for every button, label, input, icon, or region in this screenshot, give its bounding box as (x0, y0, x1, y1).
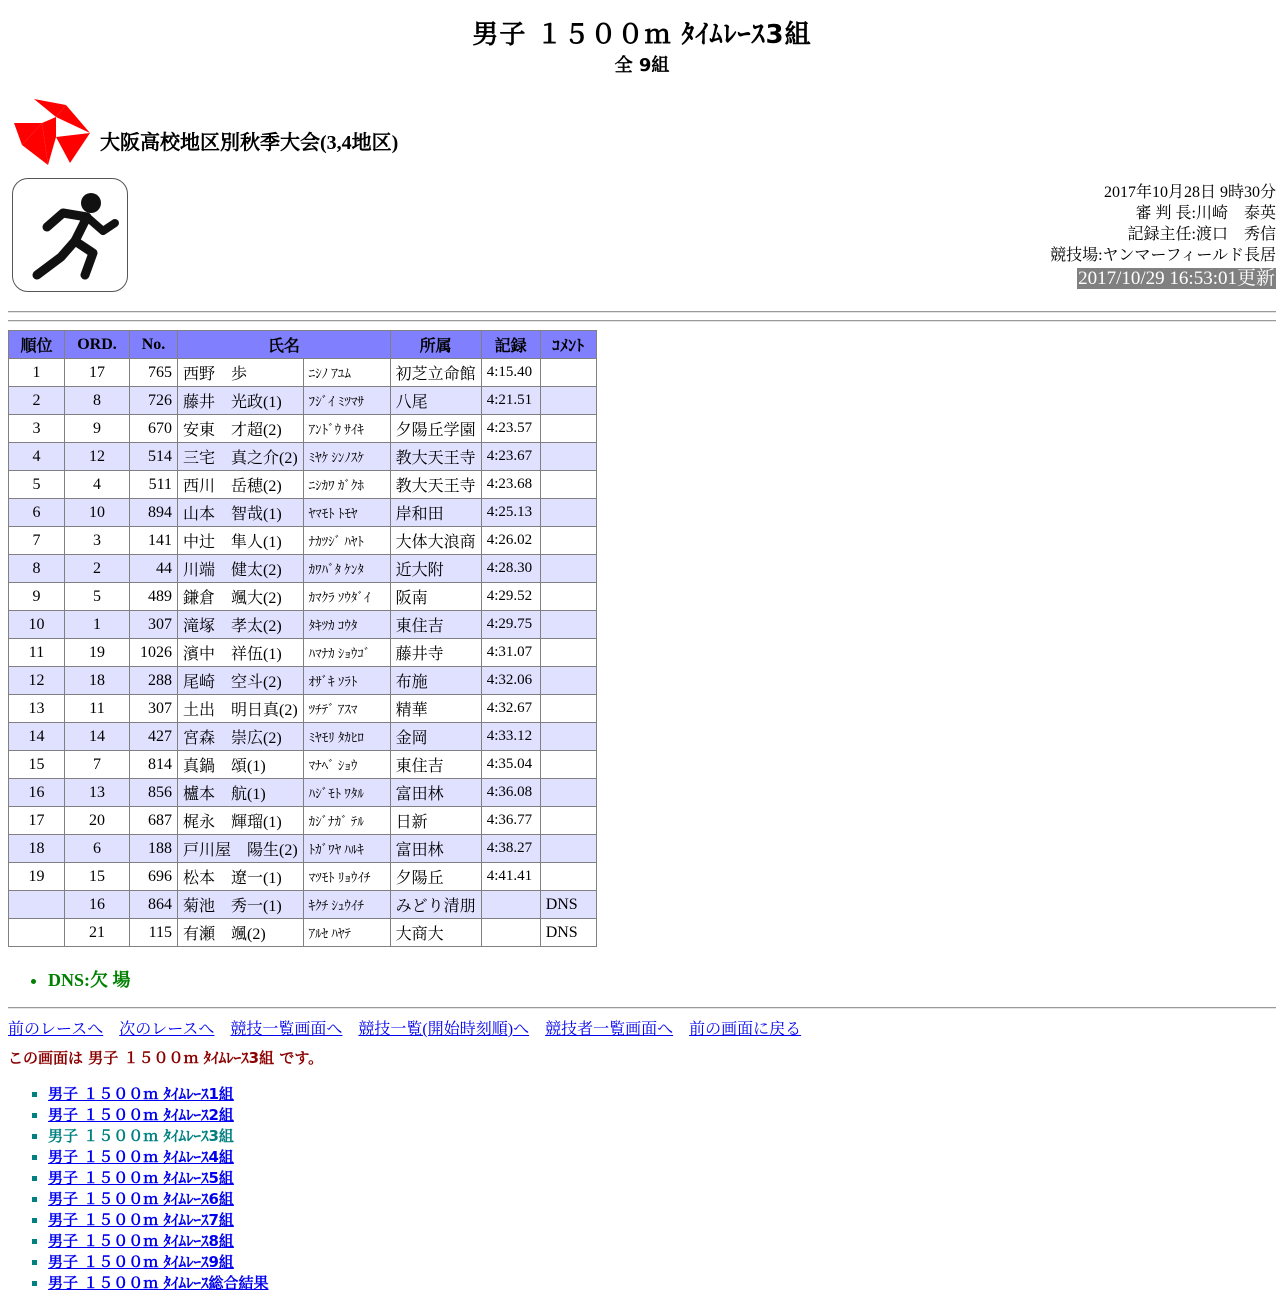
record-cell: 4:32.06 (481, 667, 540, 695)
kana-cell: ｵｻﾞｷ ｿﾗﾄ (303, 667, 390, 695)
rank-cell: 11 (9, 639, 65, 667)
kana-cell: ﾀｷﾂｶ ｺｳﾀ (303, 611, 390, 639)
ord-cell: 9 (65, 415, 130, 443)
comment-cell (540, 751, 596, 779)
bib-cell: 115 (130, 919, 178, 947)
col-ord: ORD. (65, 331, 130, 359)
col-name: 氏名 (178, 331, 391, 359)
rank-cell: 1 (9, 359, 65, 387)
divider (8, 320, 1276, 322)
rank-cell: 5 (9, 471, 65, 499)
record-cell: 4:36.08 (481, 779, 540, 807)
name-cell: 松本 遼一(1) (178, 863, 304, 891)
record-cell: 4:36.77 (481, 807, 540, 835)
name-cell: 山本 智哉(1) (178, 499, 304, 527)
kana-cell: ﾆｼｶﾜ ｶﾞｸﾎ (303, 471, 390, 499)
ord-cell: 12 (65, 443, 130, 471)
ord-cell: 19 (65, 639, 130, 667)
team-cell: 東住吉 (390, 751, 481, 779)
table-row (9, 415, 597, 443)
team-cell: 布施 (390, 667, 481, 695)
name-cell: 宮森 崇広(2) (178, 723, 304, 751)
heat-link[interactable]: 男子 １５００ｍ ﾀｲﾑﾚｰｽ8組 (48, 1232, 234, 1250)
divider (8, 311, 1276, 313)
record-cell: 4:15.40 (481, 359, 540, 387)
athlete-list-link[interactable]: 競技者一覧画面へ (545, 1021, 674, 1038)
heat-count: 全 9組 (614, 55, 670, 76)
kana-cell: ﾌｼﾞｲ ﾐﾂﾏｻ (303, 387, 390, 415)
kana-cell: ﾊｼﾞﾓﾄ ﾜﾀﾙ (303, 779, 390, 807)
heat-link[interactable]: 男子 １５００ｍ ﾀｲﾑﾚｰｽ5組 (48, 1169, 234, 1187)
name-cell: 濱中 祥伍(1) (178, 639, 304, 667)
record-cell (481, 919, 540, 947)
rank-cell: 7 (9, 527, 65, 555)
record-cell: 4:26.02 (481, 527, 540, 555)
team-cell: 東住吉 (390, 611, 481, 639)
ord-cell: 18 (65, 667, 130, 695)
bib-cell: 288 (130, 667, 178, 695)
bib-cell: 856 (130, 779, 178, 807)
page-header (0, 0, 1284, 79)
record-cell: 4:25.13 (481, 499, 540, 527)
team-cell: みどり清朋 (390, 891, 481, 919)
ord-cell: 1 (65, 611, 130, 639)
record-cell: 4:32.67 (481, 695, 540, 723)
comment-cell (540, 695, 596, 723)
col-no: No. (130, 331, 178, 359)
col-team: 所属 (390, 331, 481, 359)
rank-cell: 4 (9, 443, 65, 471)
team-cell: 岸和田 (390, 499, 481, 527)
nav-links (8, 1016, 813, 1039)
comment-cell (540, 471, 596, 499)
name-cell: 櫨本 航(1) (178, 779, 304, 807)
bib-cell: 1026 (130, 639, 178, 667)
record-cell: 4:23.67 (481, 443, 540, 471)
meet-banner (12, 96, 398, 168)
kana-cell: ﾏﾅﾍﾞ ｼｮｳ (303, 751, 390, 779)
record-cell: 4:23.68 (481, 471, 540, 499)
heat-link[interactable]: 男子 １５００ｍ ﾀｲﾑﾚｰｽ6組 (48, 1190, 234, 1208)
name-cell: 中辻 隼人(1) (178, 527, 304, 555)
record-cell (481, 891, 540, 919)
rank-cell: 17 (9, 807, 65, 835)
bib-cell: 726 (130, 387, 178, 415)
heat-link[interactable]: 男子 １５００ｍ ﾀｲﾑﾚｰｽ9組 (48, 1253, 234, 1271)
record-cell: 4:33.12 (481, 723, 540, 751)
back-link[interactable]: 前の画面に戻る (689, 1021, 802, 1038)
kana-cell: ｶｼﾞﾅｶﾞ ﾃﾙ (303, 807, 390, 835)
heat-list-item (48, 1189, 268, 1210)
rank-cell: 13 (9, 695, 65, 723)
ord-cell: 10 (65, 499, 130, 527)
table-row (9, 387, 597, 415)
name-cell: 安東 才超(2) (178, 415, 304, 443)
name-cell: 真鍋 頌(1) (178, 751, 304, 779)
col-rank: 順位 (9, 331, 65, 359)
page-title: 男子 １５００ｍ ﾀｲﾑﾚｰｽ3組 (472, 20, 812, 50)
comment-cell (540, 807, 596, 835)
legend (30, 966, 131, 992)
comment-cell (540, 583, 596, 611)
table-row (9, 583, 597, 611)
rank-cell: 16 (9, 779, 65, 807)
rank-cell: 19 (9, 863, 65, 891)
table-row (9, 611, 597, 639)
current-heat-label: 男子 １５００ｍ ﾀｲﾑﾚｰｽ3組 (48, 1127, 234, 1145)
kana-cell: ﾅｶﾂｼﾞ ﾊﾔﾄ (303, 527, 390, 555)
ord-cell: 20 (65, 807, 130, 835)
kana-cell: ﾂﾁﾃﾞ ｱｽﾏ (303, 695, 390, 723)
heat-list-item (48, 1231, 268, 1252)
ord-cell: 21 (65, 919, 130, 947)
ord-cell: 7 (65, 751, 130, 779)
current-screen-note: この画面は 男子 １５００ｍ ﾀｲﾑﾚｰｽ3組 です。 (8, 1049, 324, 1067)
table-row (9, 443, 597, 471)
updated-timestamp: 2017/10/29 16:53:01更新 (1078, 268, 1275, 289)
comment-cell (540, 555, 596, 583)
results-table (8, 330, 597, 947)
heat-link[interactable]: 男子 １５００ｍ ﾀｲﾑﾚｰｽ7組 (48, 1211, 234, 1229)
team-cell: 金岡 (390, 723, 481, 751)
name-cell: 梶永 輝瑠(1) (178, 807, 304, 835)
comment-cell (540, 443, 596, 471)
ord-cell: 5 (65, 583, 130, 611)
table-row (9, 751, 597, 779)
comment-cell: DNS (540, 919, 596, 947)
rank-cell: 2 (9, 387, 65, 415)
ord-cell: 6 (65, 835, 130, 863)
ord-cell: 11 (65, 695, 130, 723)
kana-cell: ﾐﾔﾓﾘ ﾀｶﾋﾛ (303, 723, 390, 751)
divider (8, 1007, 1276, 1009)
rank-cell: 6 (9, 499, 65, 527)
bib-cell: 489 (130, 583, 178, 611)
race-info (1050, 182, 1276, 290)
venue: 競技場:ヤンマーフィールド長居 (1050, 247, 1276, 264)
referee: 審 判 長:川崎 泰英 (1135, 205, 1276, 222)
bib-cell: 696 (130, 863, 178, 891)
kana-cell: ｶﾜﾊﾞﾀ ｹﾝﾀ (303, 555, 390, 583)
table-row (9, 695, 597, 723)
kana-cell: ﾔﾏﾓﾄ ﾄﾓﾔ (303, 499, 390, 527)
table-row (9, 891, 597, 919)
ord-cell: 4 (65, 471, 130, 499)
heat-link[interactable]: 男子 １５００ｍ ﾀｲﾑﾚｰｽ2組 (48, 1106, 234, 1124)
prev-race-link[interactable]: 前のレースへ (8, 1021, 104, 1038)
record-cell: 4:23.57 (481, 415, 540, 443)
table-row (9, 667, 597, 695)
rank-cell: 10 (9, 611, 65, 639)
kana-cell: ﾏﾂﾓﾄ ﾘｮｳｲﾁ (303, 863, 390, 891)
heat-list-item (48, 1126, 268, 1147)
ord-cell: 17 (65, 359, 130, 387)
name-cell: 菊池 秀一(1) (178, 891, 304, 919)
bib-cell: 141 (130, 527, 178, 555)
team-cell: 教大天王寺 (390, 471, 481, 499)
rank-cell: 3 (9, 415, 65, 443)
record-cell: 4:41.41 (481, 863, 540, 891)
team-cell: 富田林 (390, 779, 481, 807)
bib-cell: 427 (130, 723, 178, 751)
next-race-link[interactable]: 次のレースへ (119, 1021, 215, 1038)
name-cell: 西野 歩 (178, 359, 304, 387)
heat-list-item (48, 1252, 268, 1273)
heat-list-item (48, 1210, 268, 1231)
ord-cell: 3 (65, 527, 130, 555)
bib-cell: 514 (130, 443, 178, 471)
rank-cell: 18 (9, 835, 65, 863)
meet-name: 大阪高校地区別秋季大会(3,4地区) (100, 131, 399, 154)
ord-cell: 2 (65, 555, 130, 583)
heat-link[interactable]: 男子 １５００ｍ ﾀｲﾑﾚｰｽ4組 (48, 1148, 234, 1166)
record-cell: 4:35.04 (481, 751, 540, 779)
team-cell: 夕陽丘 (390, 863, 481, 891)
record-cell: 4:29.75 (481, 611, 540, 639)
table-row (9, 807, 597, 835)
ord-cell: 13 (65, 779, 130, 807)
heat-list-item (48, 1168, 268, 1189)
col-record: 記録 (481, 331, 540, 359)
team-cell: 大商大 (390, 919, 481, 947)
rank-cell: 9 (9, 583, 65, 611)
record-cell: 4:28.30 (481, 555, 540, 583)
heat-link[interactable]: 男子 １５００ｍ ﾀｲﾑﾚｰｽ総合結果 (48, 1274, 269, 1292)
comment-cell (540, 415, 596, 443)
comment-cell (540, 639, 596, 667)
team-cell: 初芝立命館 (390, 359, 481, 387)
legend-dns: • DNS:欠 場 (48, 966, 131, 992)
comment-cell (540, 835, 596, 863)
kana-cell: ｱﾝﾄﾞｳ ｻｲｷ (303, 415, 390, 443)
ord-cell: 15 (65, 863, 130, 891)
ord-cell: 14 (65, 723, 130, 751)
name-cell: 滝塚 孝太(2) (178, 611, 304, 639)
heat-list-item (48, 1273, 268, 1294)
bib-cell: 687 (130, 807, 178, 835)
kana-cell: ﾐﾔｹ ｼﾝﾉｽｹ (303, 443, 390, 471)
running-icon (12, 178, 128, 292)
table-row (9, 863, 597, 891)
meet-logo-icon (12, 97, 92, 167)
rank-cell (9, 891, 65, 919)
ord-cell: 8 (65, 387, 130, 415)
event-list-time-link[interactable]: 競技一覧(開始時刻順)へ (358, 1021, 530, 1038)
team-cell: 教大天王寺 (390, 443, 481, 471)
bib-cell: 864 (130, 891, 178, 919)
team-cell: 夕陽丘学園 (390, 415, 481, 443)
table-header-row (9, 331, 597, 359)
race-datetime: 2017年10月28日 9時30分 (1103, 184, 1276, 201)
bib-cell: 670 (130, 415, 178, 443)
team-cell: 大体大浪商 (390, 527, 481, 555)
team-cell: 精華 (390, 695, 481, 723)
rank-cell: 8 (9, 555, 65, 583)
team-cell: 藤井寺 (390, 639, 481, 667)
ord-cell: 16 (65, 891, 130, 919)
name-cell: 尾崎 空斗(2) (178, 667, 304, 695)
comment-cell (540, 611, 596, 639)
event-list-link[interactable]: 競技一覧画面へ (230, 1021, 343, 1038)
heat-list-item (48, 1147, 268, 1168)
kana-cell: ﾄｶﾞﾜﾔ ﾊﾙｷ (303, 835, 390, 863)
bib-cell: 44 (130, 555, 178, 583)
kana-cell: ｷｸﾁ ｼｭｳｲﾁ (303, 891, 390, 919)
name-cell: 戸川屋 陽生(2) (178, 835, 304, 863)
bib-cell: 188 (130, 835, 178, 863)
col-comment: ｺﾒﾝﾄ (540, 331, 596, 359)
table-row (9, 555, 597, 583)
table-row (9, 723, 597, 751)
comment-cell (540, 387, 596, 415)
comment-cell (540, 359, 596, 387)
kana-cell: ｱﾙｾ ﾊﾔﾃ (303, 919, 390, 947)
bib-cell: 307 (130, 611, 178, 639)
comment-cell (540, 527, 596, 555)
name-cell: 鎌倉 颯大(2) (178, 583, 304, 611)
record-cell: 4:21.51 (481, 387, 540, 415)
team-cell: 日新 (390, 807, 481, 835)
table-row (9, 359, 597, 387)
team-cell: 八尾 (390, 387, 481, 415)
team-cell: 阪南 (390, 583, 481, 611)
record-cell: 4:29.52 (481, 583, 540, 611)
table-row (9, 639, 597, 667)
record-cell: 4:31.07 (481, 639, 540, 667)
comment-cell (540, 723, 596, 751)
heat-list (30, 1084, 268, 1294)
rank-cell (9, 919, 65, 947)
comment-cell (540, 667, 596, 695)
bib-cell: 814 (130, 751, 178, 779)
comment-cell (540, 499, 596, 527)
name-cell: 土出 明日真(2) (178, 695, 304, 723)
name-cell: 有瀬 颯(2) (178, 919, 304, 947)
record-cell: 4:38.27 (481, 835, 540, 863)
kana-cell: ｶﾏｸﾗ ｿｳﾀﾞｲ (303, 583, 390, 611)
rank-cell: 15 (9, 751, 65, 779)
recorder: 記録主任:渡口 秀信 (1127, 226, 1276, 243)
name-cell: 三宅 真之介(2) (178, 443, 304, 471)
table-row (9, 499, 597, 527)
table-row (9, 527, 597, 555)
bib-cell: 511 (130, 471, 178, 499)
rank-cell: 12 (9, 667, 65, 695)
name-cell: 川端 健太(2) (178, 555, 304, 583)
kana-cell: ﾊﾏﾅｶ ｼｮｳｺﾞ (303, 639, 390, 667)
bib-cell: 894 (130, 499, 178, 527)
heat-list-item (48, 1105, 268, 1126)
table-row (9, 471, 597, 499)
rank-cell: 14 (9, 723, 65, 751)
name-cell: 西川 岳穂(2) (178, 471, 304, 499)
table-row (9, 835, 597, 863)
bib-cell: 307 (130, 695, 178, 723)
heat-link[interactable]: 男子 １５００ｍ ﾀｲﾑﾚｰｽ1組 (48, 1085, 234, 1103)
comment-cell (540, 779, 596, 807)
name-cell: 藤井 光政(1) (178, 387, 304, 415)
comment-cell (540, 863, 596, 891)
heat-list-item (48, 1084, 268, 1105)
table-row (9, 779, 597, 807)
team-cell: 富田林 (390, 835, 481, 863)
comment-cell: DNS (540, 891, 596, 919)
table-row (9, 919, 597, 947)
team-cell: 近大附 (390, 555, 481, 583)
bib-cell: 765 (130, 359, 178, 387)
kana-cell: ﾆｼﾉ ｱﾕﾑ (303, 359, 390, 387)
